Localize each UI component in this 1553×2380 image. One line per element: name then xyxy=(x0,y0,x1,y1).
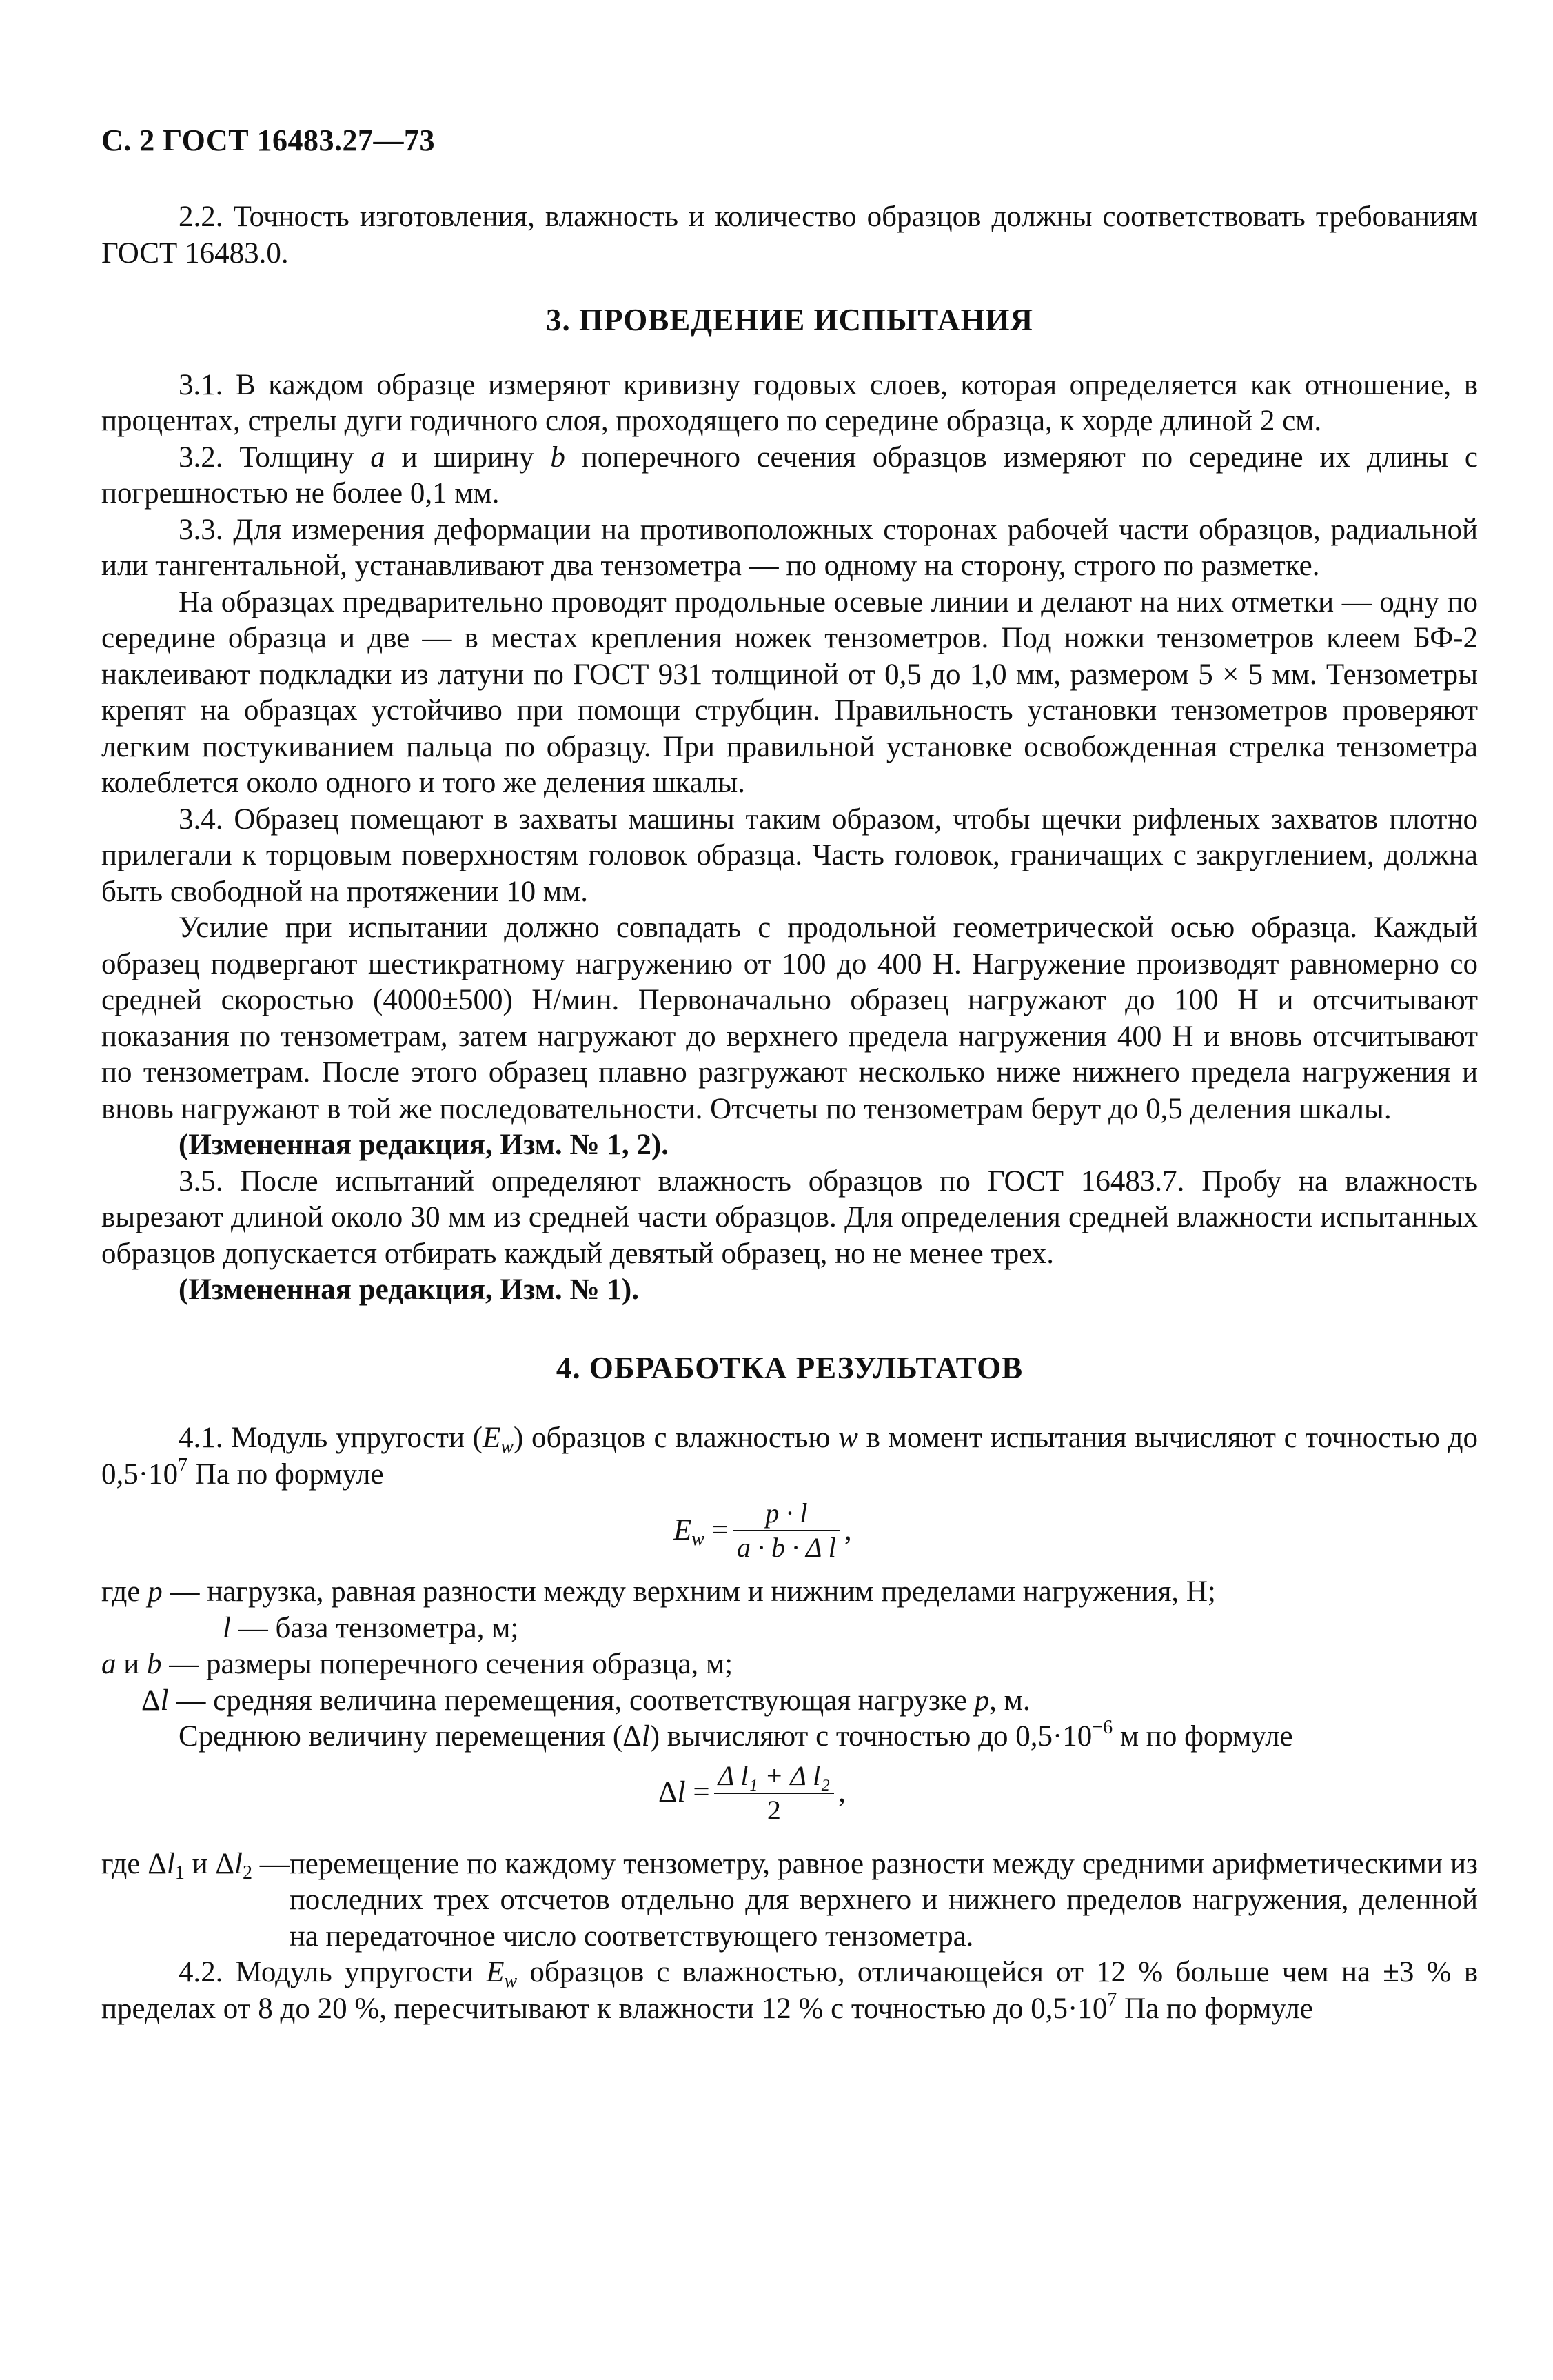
amendment-note-1: (Измененная редакция, Изм. № 1, 2). xyxy=(179,1129,669,1161)
paragraph-3-3: 3.3. Для измерения деформации на противоположных сторонах рабочей части образцов, радиальной или тангентальной, устанавливают два тензометра — по одному на сторону, строго по разметке. xyxy=(101,513,1478,582)
paragraph-mean-displacement: Среднюю величину перемещения (Δl) вычисляют с точностью до $0,5\cdot 10^{-6}$ м по формуле xyxy=(179,1717,1293,1753)
formula-elastic-modulus: $E_w$ = $\frac{p \cdot l}{\text{a · b · Δ l}}$ , xyxy=(673,1497,852,1563)
page-header: С. 2 ГОСТ 16483.27—73 xyxy=(101,123,436,157)
paragraph-3-2: 3.2. Толщину a и ширину b поперечного сечения образцов измеряют по середине их длины с погрешностью не более 0,1 мм. xyxy=(101,441,1478,510)
definition-l: l — база тензометра, м; xyxy=(223,1611,519,1644)
paragraph-3-3-continued: На образцах предварительно проводят продольные осевые линии и делают на них отметки — одну по середине образца и две — в местах крепления ножек тензометров. Под ножки тензометров клеем БФ-2 наклеивают подкладки из латуни по ГОСТ 931 толщиной от 0,5 до 1,0 мм, размером 5 × 5 мм. Тензометры крепят на образцах устойчиво при помощи струбцин. Правильность установки тензометров проверяют легким постукиванием пальца по образцу. При правильной установке освобожденная стрелка тензометра колеблется около одного и того же деления шкалы. xyxy=(101,585,1478,799)
formula-mean-displacement: Δl = $\frac{\text{Δ l₁ + Δ l₂}}{2}$ , xyxy=(658,1759,846,1826)
section-4-title: 4. ОБРАБОТКА РЕЗУЛЬТАТОВ xyxy=(556,1350,1024,1385)
paragraph-4-2: 4.2. Модуль упругости $E_w$ образцов с влажностью, отличающейся от 12 % больше чем на ±3 % в пределах от 8 до 20 %, пересчитывают к влажности 12 % с точностью до $0,5\cdot 10^7$ Па по формуле xyxy=(101,1956,1478,2025)
paragraph-4-1: 4.1. Модуль упругости $(E_w)$ образцов с влажностью w в момент испытания вычисляют с точностью до $0,5\cdot 10^7$ Па по формуле xyxy=(101,1422,1478,1491)
paragraph-3-4: 3.4. Образец помещают в захваты машины таким образом, чтобы щечки рифленых захватов плотно прилегали к торцовым поверхностям головок образца. Часть головок, граничащих с закруглением, должна быть свободной на протяжении 10 мм. xyxy=(101,803,1478,908)
definition-delta-l1-l2: где $\Delta l_1$ и $\Delta l_2$ — перемещение по каждому тензометру, равное разности между средними арифметическими из последних трех отсчетов отдельно для верхнего и нижнего пределов нагружения, деленной на передаточное число соответствующего тензометра. xyxy=(101,1846,1478,1955)
paragraph-3-1: 3.1. В каждом образце измеряют кривизну годовых слоев, которая определяется как отношение, в процентах, стрелы дуги годичного слоя, проходящего по середине образца, к хорде длиной 2 см. xyxy=(101,368,1478,437)
formula-numerator: p · l xyxy=(765,1497,808,1529)
definition-delta-l1-l2-text: перемещение по каждому тензометру, равное разности между средними арифметическими из последних трех отсчетов отдельно для верхнего и нижнего пределов нагружения, деленной на передаточное число соответствующего тензометра. xyxy=(289,1847,1478,1953)
paragraph-2-2: 2.2. Точность изготовления, влажность и количество образцов должны соответствовать требованиям ГОСТ 16483.0. xyxy=(101,201,1478,270)
definition-p: где p — нагрузка, равная разности между верхним и нижним пределами нагружения, Н; xyxy=(101,1575,1216,1608)
formula2-numerator: Δ l₁ + Δ l₂ xyxy=(718,1759,831,1791)
section-3-title: 3. ПРОВЕДЕНИЕ ИСПЫТАНИЯ xyxy=(546,303,1033,337)
definition-delta-l: Δl — средняя величина перемещения, соответствующая нагрузке p, м. xyxy=(141,1684,1031,1717)
document-body xyxy=(101,199,1478,2027)
formula-denominator: a · b · Δ l xyxy=(736,1532,836,1563)
amendment-note-2: (Измененная редакция, Изм. № 1). xyxy=(179,1273,639,1306)
formula2-fraction xyxy=(714,1759,835,1827)
paragraph-3-5: 3.5. После испытаний определяют влажность образцов по ГОСТ 16483.7. Пробу на влажность вырезают длиной около 30 мм из средней части образцов. Для определения средней влажности испытанных образцов допускается отбирать каждый девятый образец, но не менее трех. xyxy=(101,1164,1478,1270)
formula2-denominator: 2 xyxy=(767,1794,781,1826)
definitions-list-1 xyxy=(101,1574,1478,1719)
formula-fraction xyxy=(733,1497,840,1564)
definition-a-b: a и b — размеры поперечного сечения образца, м; xyxy=(101,1648,733,1680)
paragraph-3-4-continued: Усилие при испытании должно совпадать с продольной геометрической осью образца. Каждый образец подвергают шестикратному нагружению от 100 до 400 Н. Нагружение производят равномерно со средней скоростью (4000±500) Н/мин. Первоначально образец нагружают до 100 Н и отсчитывают показания по тензометрам, затем нагружают до верхнего предела нагружения 400 Н и вновь отсчитывают по тензометрам. После этого образец плавно разгружают несколько ниже нижнего предела нагружения и вновь нагружают в той же последовательности. Отсчеты по тензометрам берут до 0,5 деления шкалы. xyxy=(101,911,1478,1125)
